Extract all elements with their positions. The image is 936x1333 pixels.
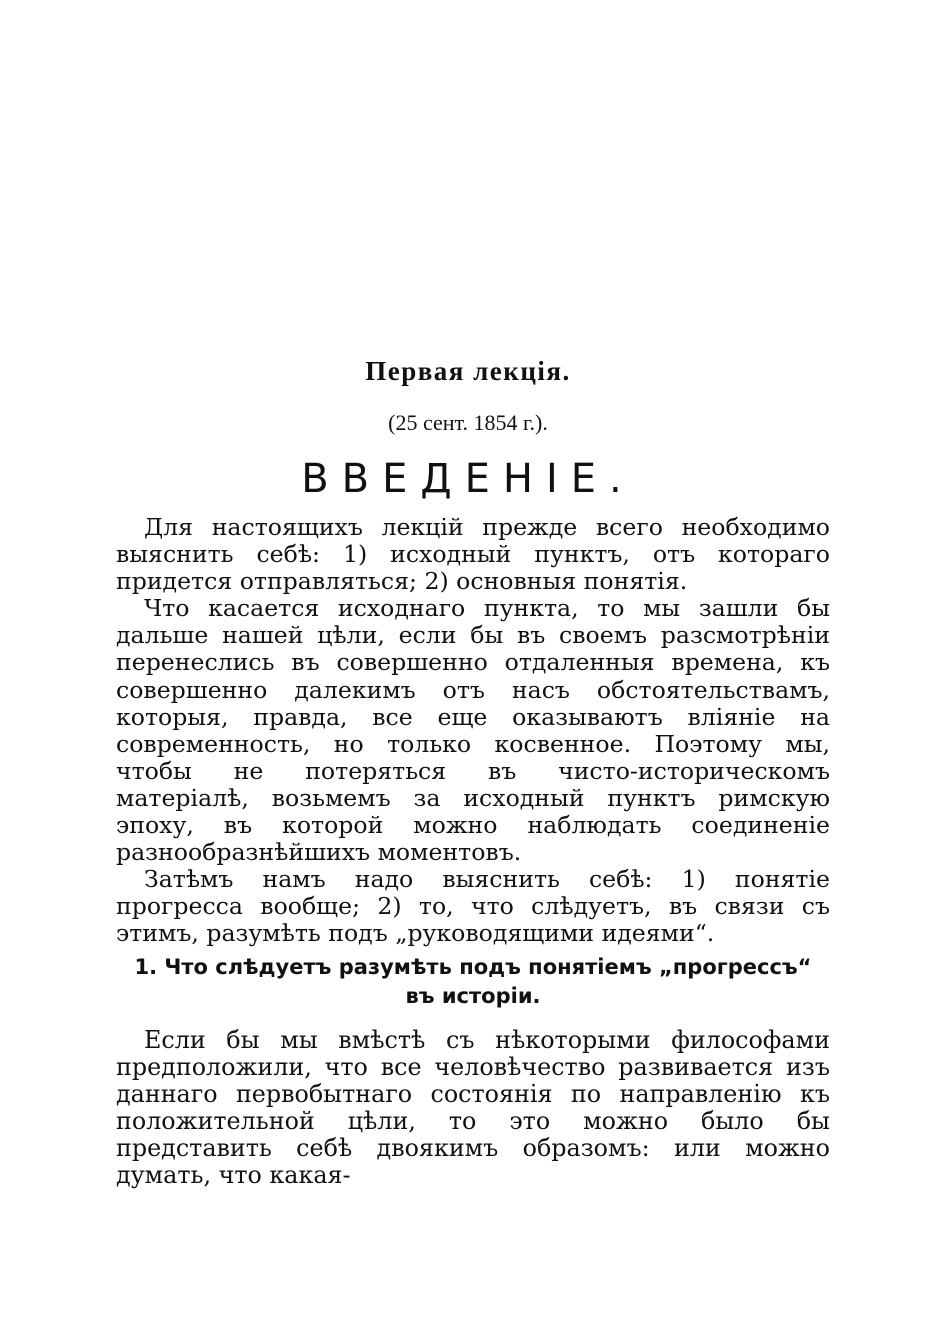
intro-text bbox=[116, 514, 830, 948]
chapter-title: ВВЕДЕНІЕ. bbox=[301, 456, 635, 502]
section-text bbox=[116, 1027, 830, 1190]
intro-paragraph-3: Затѣмъ намъ надо выяснить себѣ: 1) понятіе прогресса вообще; 2) то, что слѣдуетъ, въ связи съ этимъ, разумѣть подъ „руководящими идеями“. bbox=[116, 865, 830, 948]
intro-paragraph-2: Что касается исходнаго пункта, то мы зашли бы дальше нашей цѣли, если бы въ своемъ разсмотрѣніи перенеслись въ совершенно отдаленныя времена, къ совершенно далекимъ отъ насъ обстоятельствамъ, которыя, правда, все еще оказываютъ вліяніе на современность, но только косвенное. Поэтому мы, чтобы не потеряться въ чисто-историческомъ матеріалѣ, возьмемъ за исходный пунктъ римскую эпоху, въ которой можно наблюдать соединеніе разнообразнѣйшихъ моментовъ. bbox=[116, 594, 830, 867]
section-heading-line-2: въ исторіи. bbox=[405, 984, 541, 1008]
section-heading-line-1: 1. Что слѣдуетъ разумѣть подъ понятіемъ „прогрессъ“ bbox=[134, 955, 812, 979]
intro-paragraph-1: Для настоящихъ лекцій прежде всего необходимо выяснить себѣ: 1) исходный пунктъ, отъ котораго придется отправляться; 2) основныя понятія. bbox=[116, 513, 830, 596]
section-heading bbox=[116, 953, 830, 1011]
section-paragraph-1: Если бы мы вмѣстѣ съ нѣкоторыми философами предположили, что все человѣчество развивается изъ даннаго первобытнаго состоянія по направленію къ положительной цѣли, то это можно было бы представить себѣ двоякимъ образомъ: или можно думать, что какая- bbox=[116, 1026, 830, 1190]
lecture-heading: Первая лекція. bbox=[365, 356, 571, 386]
lecture-date: (25 сент. 1854 г.). bbox=[388, 410, 548, 435]
